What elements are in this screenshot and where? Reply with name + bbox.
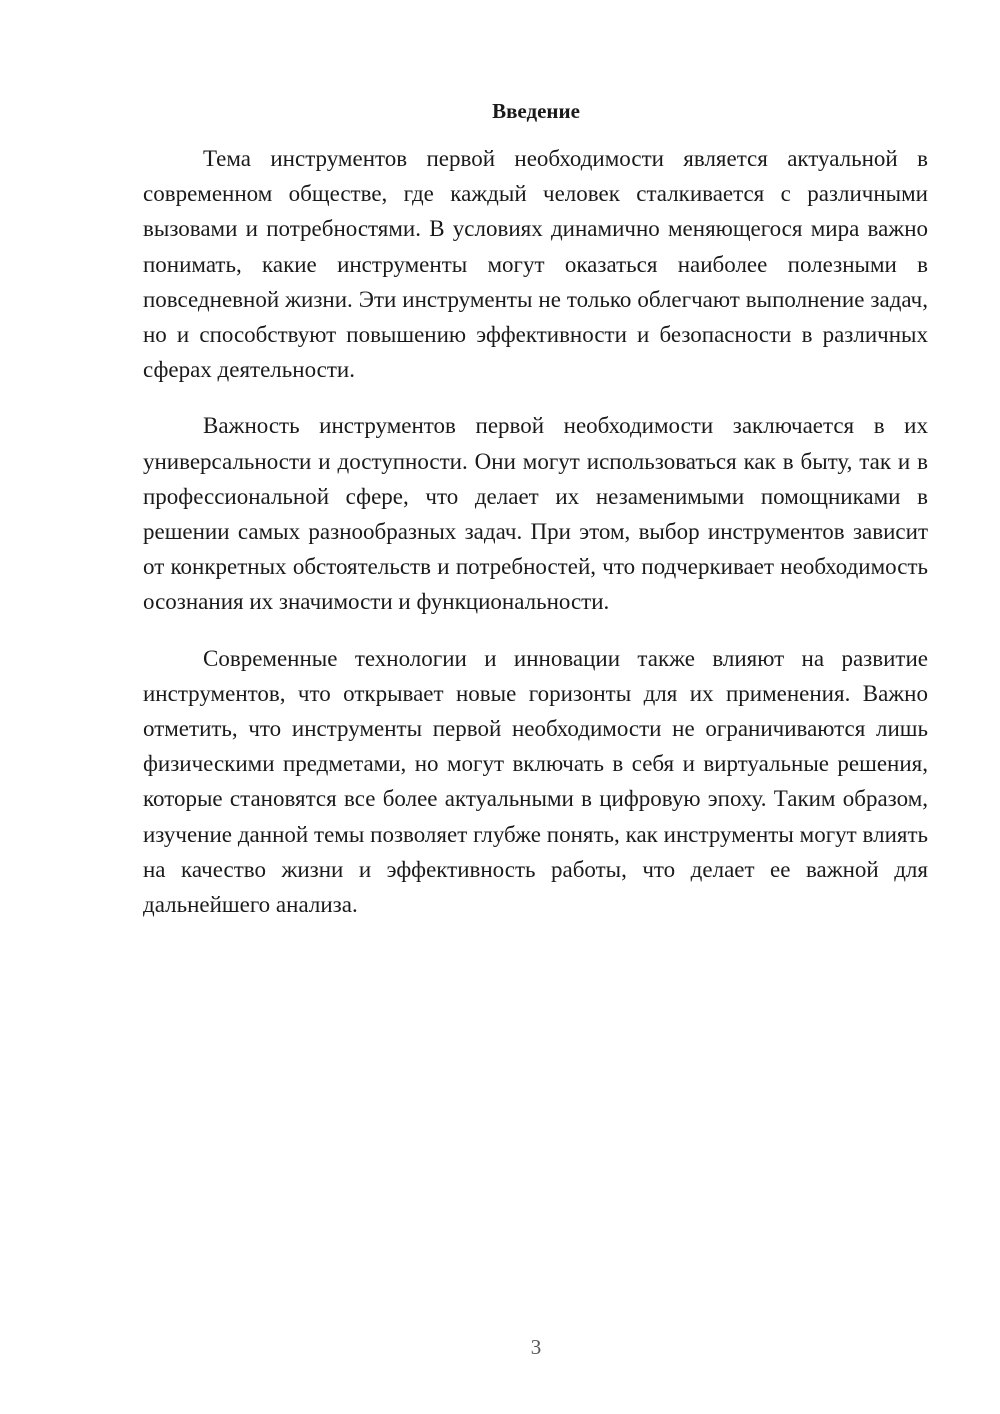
section-heading: Введение xyxy=(492,99,580,123)
paragraph-2: Важность инструментов первой необходимости заключается в их универсальности и доступности. Они могут использоваться как в быту, так и в профессиональной сфере, что делает их незаменимыми помощниками в решении самых разнообразных задач. При этом, выбор инструментов зависит от конкретных обстоятельств и потребностей, что подчеркивает необходимость осознания их значимости и функциональности. xyxy=(143,413,928,615)
paragraph-3: Современные технологии и инновации также влияют на развитие инструментов, что открывает новые горизонты для их применения. Важно отметить, что инструменты первой необходимости не ограничиваются лишь физическими предметами, но могут включать в себя и виртуальные решения, которые становятся все более актуальными в цифровую эпоху. Таким образом, изучение данной темы позволяет глубже понять, как инструменты могут влиять на качество жизни и эффективность работы, что делает ее важной для дальнейшего анализа. xyxy=(143,645,928,918)
body-text xyxy=(143,141,928,943)
page-number: 3 xyxy=(530,1335,542,1359)
paragraph-1: Тема инструментов первой необходимости является актуальной в современном обществе, где каждый человек сталкивается с различными вызовами и потребностями. В условиях динамично меняющегося мира важно понимать, какие инструменты могут оказаться наиболее полезными в повседневной жизни. Эти инструменты не только облегчают выполнение задач, но и способствуют повышению эффективности и безопасности в различных сферах деятельности. xyxy=(143,146,928,383)
